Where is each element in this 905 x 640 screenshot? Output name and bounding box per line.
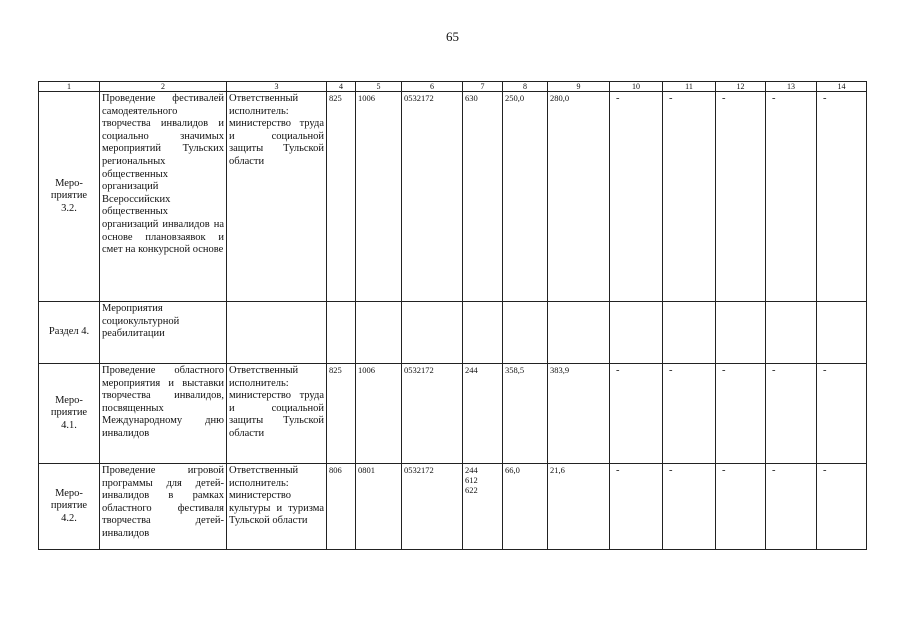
cell-c8: 66,0 (503, 464, 548, 550)
page-number: 65 (446, 29, 459, 44)
row-label: Меро- приятие 4.2. (39, 464, 100, 550)
col-header-6: 6 (402, 82, 463, 92)
cell-c7: 244 612 622 (463, 464, 503, 550)
cell-c4: 825 (327, 92, 356, 302)
section-name: Мероприятия социокультурной реабилитации (100, 302, 227, 364)
cell-c5: 1006 (356, 364, 402, 464)
cell-c12: - (716, 464, 766, 550)
cell-c9: 383,9 (548, 364, 610, 464)
cell-c11: - (663, 364, 716, 464)
col-header-11: 11 (663, 82, 716, 92)
cell-c13: - (766, 464, 817, 550)
cell-c10: - (610, 364, 663, 464)
table-row (39, 302, 867, 364)
table-row (39, 92, 867, 302)
cell-c6: 0532172 (402, 364, 463, 464)
col-header-12: 12 (716, 82, 766, 92)
row-label: Меро- приятие 4.1. (39, 364, 100, 464)
cell-c10: - (610, 92, 663, 302)
col-header-5: 5 (356, 82, 402, 92)
cell-c6: 0532172 (402, 92, 463, 302)
col-header-3: 3 (227, 82, 327, 92)
col-header-13: 13 (766, 82, 817, 92)
cell-c14: - (817, 364, 867, 464)
cell-c11: - (663, 92, 716, 302)
cell-c4: 806 (327, 464, 356, 550)
cell-c8: 250,0 (503, 92, 548, 302)
cell-c7: 630 (463, 92, 503, 302)
cell-c13: - (766, 92, 817, 302)
cell-c12: - (716, 364, 766, 464)
activity-name: Проведение фестивалей самодеятельного творчества инвалидов и социально значимых мероприятий Тульских региональных общественных организаций Всероссийских общественных организаций инвалидов на основе плановзаявок и смет на конкурсной основе (100, 92, 227, 302)
table-row (39, 464, 867, 550)
header-row (39, 82, 867, 92)
cell-c9: 280,0 (548, 92, 610, 302)
executor: Ответственный исполнитель: министерство труда и социальной защиты Тульской области (227, 364, 327, 464)
col-header-1: 1 (39, 82, 100, 92)
col-header-4: 4 (327, 82, 356, 92)
col-header-7: 7 (463, 82, 503, 92)
cell-c8: 358,5 (503, 364, 548, 464)
cell-c10: - (610, 464, 663, 550)
cell-c9: 21,6 (548, 464, 610, 550)
program-table (38, 81, 867, 550)
col-header-8: 8 (503, 82, 548, 92)
cell-c13: - (766, 364, 817, 464)
activity-name: Проведение игровой программы для детей-инвалидов в рамках областного фестиваля творчества детей-инвалидов (100, 464, 227, 550)
activity-name: Проведение областного мероприятия и выставки творчества инвалидов, посвященных Международному дню инвалидов (100, 364, 227, 464)
cell-c14: - (817, 92, 867, 302)
cell-c14: - (817, 464, 867, 550)
col-header-10: 10 (610, 82, 663, 92)
section-label: Раздел 4. (39, 302, 100, 364)
row-label: Меро- приятие 3.2. (39, 92, 100, 302)
cell-c4: 825 (327, 364, 356, 464)
cell-c12: - (716, 92, 766, 302)
executor: Ответственный исполнитель: министерство культуры и туризма Тульской области (227, 464, 327, 550)
col-header-9: 9 (548, 82, 610, 92)
table-row (39, 364, 867, 464)
cell-c11: - (663, 464, 716, 550)
col-header-14: 14 (817, 82, 867, 92)
col-header-2: 2 (100, 82, 227, 92)
executor: Ответственный исполнитель: министерство труда и социальной защиты Тульской области (227, 92, 327, 302)
cell-c5: 1006 (356, 92, 402, 302)
cell-c5: 0801 (356, 464, 402, 550)
cell-c6: 0532172 (402, 464, 463, 550)
cell-c7: 244 (463, 364, 503, 464)
